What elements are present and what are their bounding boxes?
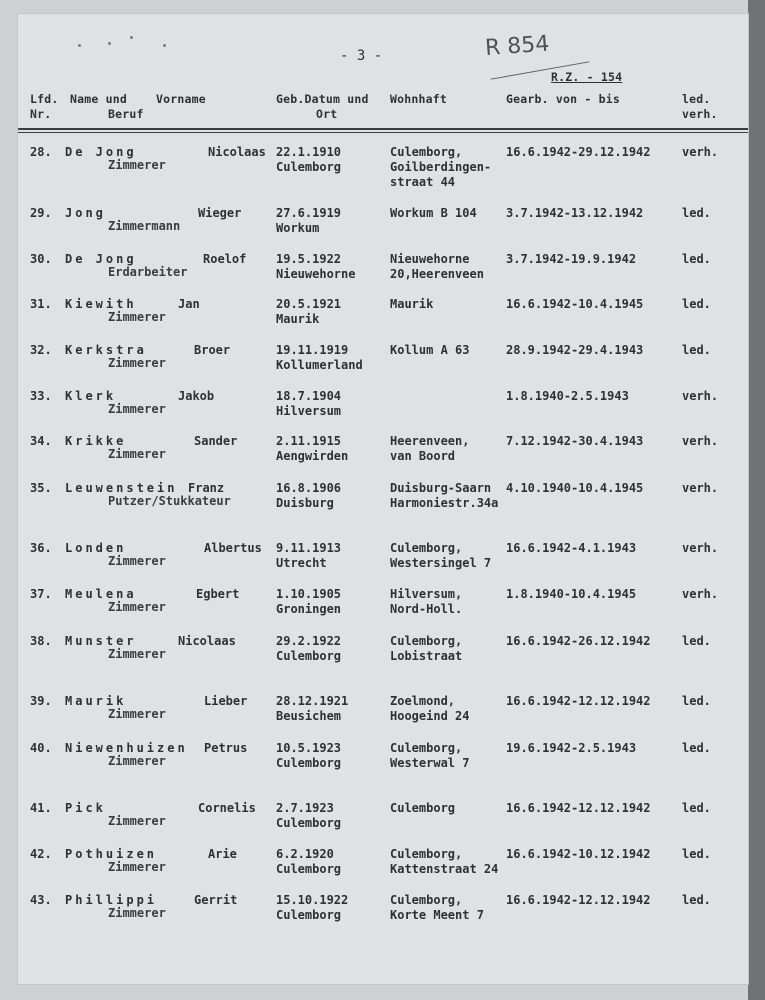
work-period: 16.6.1942-4.1.1943 <box>506 541 637 555</box>
residence-line: Hoogeind 24 <box>390 709 470 723</box>
birth-place: Groningen <box>276 602 342 616</box>
birth-place: Aengwirden <box>276 449 349 463</box>
surname: Londen <box>65 541 127 555</box>
marital-status: led. <box>682 893 711 907</box>
marital-status: verh. <box>682 481 719 495</box>
residence-line: Nord-Holl. <box>390 602 463 616</box>
occupation: Zimmerer <box>108 554 166 568</box>
first-name: Wieger <box>198 206 242 220</box>
birth-date: 29.2.1922 <box>276 634 342 648</box>
birth-place: Maurik <box>276 312 320 326</box>
occupation: Zimmerer <box>108 402 166 416</box>
birth-date: 20.5.1921 <box>276 297 342 311</box>
marital-status: verh. <box>682 541 719 555</box>
entry-number: 39. <box>30 694 52 708</box>
marital-status: led. <box>682 634 711 648</box>
residence-line: Lobistraat <box>390 649 463 663</box>
occupation: Zimmerer <box>108 814 166 828</box>
entry-number: 43. <box>30 893 52 907</box>
residence-line: Culemborg, <box>390 145 463 159</box>
occupation: Erdarbeiter <box>108 265 188 279</box>
entry-number: 40. <box>30 741 52 755</box>
birth-date: 2.7.1923 <box>276 801 334 815</box>
surname: Pothuizen <box>65 847 158 861</box>
table-row <box>18 145 748 189</box>
residence-line: Culemborg, <box>390 893 463 907</box>
occupation: Zimmerer <box>108 158 166 172</box>
table-row <box>18 297 748 341</box>
residence-line: Heerenveen, <box>390 434 470 448</box>
work-period: 19.6.1942-2.5.1943 <box>506 741 637 755</box>
first-name: Roelof <box>203 252 247 266</box>
work-period: 16.6.1942-12.12.1942 <box>506 893 651 907</box>
page-number: - 3 - <box>340 48 383 64</box>
ink-speck <box>130 36 133 39</box>
col-nr: Nr. <box>30 107 52 121</box>
birth-date: 2.11.1915 <box>276 434 342 448</box>
first-name: Gerrit <box>194 893 238 907</box>
occupation: Zimmermann <box>108 219 181 233</box>
col-vorname: Vorname <box>156 92 206 106</box>
entry-number: 29. <box>30 206 52 220</box>
residence-line: Culemborg, <box>390 541 463 555</box>
residence-line: Zoelmond, <box>390 694 456 708</box>
occupation: Zimmerer <box>108 860 166 874</box>
birth-place: Culemborg <box>276 649 342 663</box>
first-name: Broer <box>194 343 231 357</box>
first-name: Petrus <box>204 741 248 755</box>
reference-code: R.Z. - 154 <box>551 70 623 84</box>
occupation: Zimmerer <box>108 600 166 614</box>
birth-place: Kollumerland <box>276 358 363 372</box>
table-row <box>18 389 748 433</box>
work-period: 28.9.1942-29.4.1943 <box>506 343 644 357</box>
entry-number: 41. <box>30 801 52 815</box>
birth-place: Culemborg <box>276 862 342 876</box>
birth-place: Culemborg <box>276 756 342 770</box>
surname: De Jong <box>65 252 137 266</box>
residence-line: Culemborg, <box>390 847 463 861</box>
work-period: 16.6.1942-26.12.1942 <box>506 634 651 648</box>
occupation: Zimmerer <box>108 447 166 461</box>
surname: Maurik <box>65 694 127 708</box>
birth-date: 16.8.1906 <box>276 481 342 495</box>
table-row <box>18 694 748 738</box>
document-page <box>18 14 748 984</box>
surname: Klerk <box>65 389 117 403</box>
birth-place: Duisburg <box>276 496 334 510</box>
first-name: Albertus <box>204 541 262 555</box>
work-period: 16.6.1942-12.12.1942 <box>506 694 651 708</box>
residence-line: Nieuwehorne <box>390 252 470 266</box>
birth-date: 15.10.1922 <box>276 893 349 907</box>
work-period: 16.6.1942-29.12.1942 <box>506 145 651 159</box>
col-wohnhaft: Wohnhaft <box>390 92 447 106</box>
residence-line: Workum B 104 <box>390 206 477 220</box>
entry-number: 34. <box>30 434 52 448</box>
surname: Krikke <box>65 434 127 448</box>
occupation: Putzer/Stukkateur <box>108 494 231 508</box>
residence-line: Westerwal 7 <box>390 756 470 770</box>
surname: Kiewith <box>65 297 137 311</box>
ink-speck <box>108 42 111 45</box>
marital-status: led. <box>682 252 711 266</box>
occupation: Zimmerer <box>108 647 166 661</box>
residence-line: Duisburg-Saarn <box>390 481 492 495</box>
work-period: 7.12.1942-30.4.1943 <box>506 434 644 448</box>
marital-status: led. <box>682 206 711 220</box>
marital-status: led. <box>682 801 711 815</box>
col-name: Name und <box>70 92 127 106</box>
occupation: Zimmerer <box>108 356 166 370</box>
birth-place: Utrecht <box>276 556 327 570</box>
header-rule <box>18 128 748 130</box>
first-name: Sander <box>194 434 238 448</box>
marital-status: led. <box>682 847 711 861</box>
surname: Leuwenstein <box>65 481 178 495</box>
work-period: 1.8.1940-2.5.1943 <box>506 389 629 403</box>
marital-status: verh. <box>682 145 719 159</box>
table-row <box>18 541 748 585</box>
residence-line: Kollum A 63 <box>390 343 470 357</box>
handwritten-reference: R 854 <box>484 31 551 61</box>
marital-status: led. <box>682 343 711 357</box>
birth-place: Workum <box>276 221 320 235</box>
surname: Phillippi <box>65 893 158 907</box>
marital-status: verh. <box>682 587 719 601</box>
residence-line: Culemborg, <box>390 634 463 648</box>
entry-number: 35. <box>30 481 52 495</box>
marital-status: verh. <box>682 389 719 403</box>
surname: Meulena <box>65 587 137 601</box>
entry-number: 30. <box>30 252 52 266</box>
table-row <box>18 634 748 678</box>
table-row <box>18 741 748 785</box>
birth-date: 18.7.1904 <box>276 389 342 403</box>
work-period: 3.7.1942-13.12.1942 <box>506 206 644 220</box>
birth-date: 28.12.1921 <box>276 694 349 708</box>
occupation: Zimmerer <box>108 906 166 920</box>
first-name: Lieber <box>204 694 248 708</box>
first-name: Jakob <box>178 389 215 403</box>
surname: Kerkstra <box>65 343 147 357</box>
residence-line: Korte Meent 7 <box>390 908 484 922</box>
surname: Niewenhuizen <box>65 741 188 755</box>
surname: De Jong <box>65 145 137 159</box>
birth-date: 1.10.1905 <box>276 587 342 601</box>
first-name: Jan <box>178 297 200 311</box>
entry-number: 32. <box>30 343 52 357</box>
residence-line: Kattenstraat 24 <box>390 862 499 876</box>
col-gearb: Gearb. von - bis <box>506 92 620 106</box>
entry-number: 28. <box>30 145 52 159</box>
residence-line: Culemborg <box>390 801 456 815</box>
marital-status: led. <box>682 297 711 311</box>
birth-place: Hilversum <box>276 404 342 418</box>
birth-date: 10.5.1923 <box>276 741 342 755</box>
occupation: Zimmerer <box>108 754 166 768</box>
marital-status: verh. <box>682 434 719 448</box>
birth-place: Nieuwehorne <box>276 267 356 281</box>
table-row <box>18 343 748 387</box>
entry-number: 33. <box>30 389 52 403</box>
work-period: 16.6.1942-10.12.1942 <box>506 847 651 861</box>
entry-number: 36. <box>30 541 52 555</box>
birth-date: 19.11.1919 <box>276 343 349 357</box>
table-row <box>18 847 748 891</box>
table-row <box>18 481 748 525</box>
entry-number: 38. <box>30 634 52 648</box>
ink-speck <box>78 44 81 47</box>
first-name: Cornelis <box>198 801 256 815</box>
table-row <box>18 801 748 845</box>
birth-place: Culemborg <box>276 816 342 830</box>
col-ort: Ort <box>316 107 338 121</box>
birth-date: 9.11.1913 <box>276 541 342 555</box>
table-row <box>18 434 748 478</box>
residence-line: Harmoniestr.34a <box>390 496 499 510</box>
first-name: Egbert <box>196 587 240 601</box>
birth-place: Culemborg <box>276 908 342 922</box>
surname: Jong <box>65 206 106 220</box>
surname: Munster <box>65 634 137 648</box>
ink-speck <box>163 44 166 47</box>
residence-line: Westersingel 7 <box>390 556 492 570</box>
marital-status: led. <box>682 741 711 755</box>
marital-status: led. <box>682 694 711 708</box>
entry-number: 37. <box>30 587 52 601</box>
work-period: 3.7.1942-19.9.1942 <box>506 252 637 266</box>
occupation: Zimmerer <box>108 707 166 721</box>
col-geb: Geb.Datum und <box>276 92 369 106</box>
birth-place: Culemborg <box>276 160 342 174</box>
work-period: 16.6.1942-12.12.1942 <box>506 801 651 815</box>
table-row <box>18 893 748 937</box>
residence-line: Hilversum, <box>390 587 463 601</box>
col-beruf: Beruf <box>108 107 144 121</box>
col-status-verh: verh. <box>682 107 718 121</box>
residence-line: Maurik <box>390 297 434 311</box>
first-name: Nicolaas <box>178 634 236 648</box>
work-period: 16.6.1942-10.4.1945 <box>506 297 644 311</box>
residence-line: straat 44 <box>390 175 456 189</box>
scan-edge <box>748 0 765 1000</box>
first-name: Franz <box>188 481 225 495</box>
entry-number: 31. <box>30 297 52 311</box>
birth-date: 19.5.1922 <box>276 252 342 266</box>
surname: Pick <box>65 801 106 815</box>
birth-date: 22.1.1910 <box>276 145 342 159</box>
birth-place: Beusichem <box>276 709 342 723</box>
entry-number: 42. <box>30 847 52 861</box>
birth-date: 6.2.1920 <box>276 847 334 861</box>
residence-line: Goilberdingen- <box>390 160 492 174</box>
first-name: Arie <box>208 847 237 861</box>
work-period: 4.10.1940-10.4.1945 <box>506 481 644 495</box>
birth-date: 27.6.1919 <box>276 206 342 220</box>
first-name: Nicolaas <box>208 145 266 159</box>
occupation: Zimmerer <box>108 310 166 324</box>
col-status-led: led. <box>682 92 711 106</box>
residence-line: 20,Heerenveen <box>390 267 484 281</box>
table-row <box>18 587 748 631</box>
table-row <box>18 206 748 250</box>
col-lfd: Lfd. <box>30 92 59 106</box>
residence-line: van Boord <box>390 449 456 463</box>
work-period: 1.8.1940-10.4.1945 <box>506 587 637 601</box>
residence-line: Culemborg, <box>390 741 463 755</box>
header-rule <box>18 132 748 133</box>
table-row <box>18 252 748 296</box>
